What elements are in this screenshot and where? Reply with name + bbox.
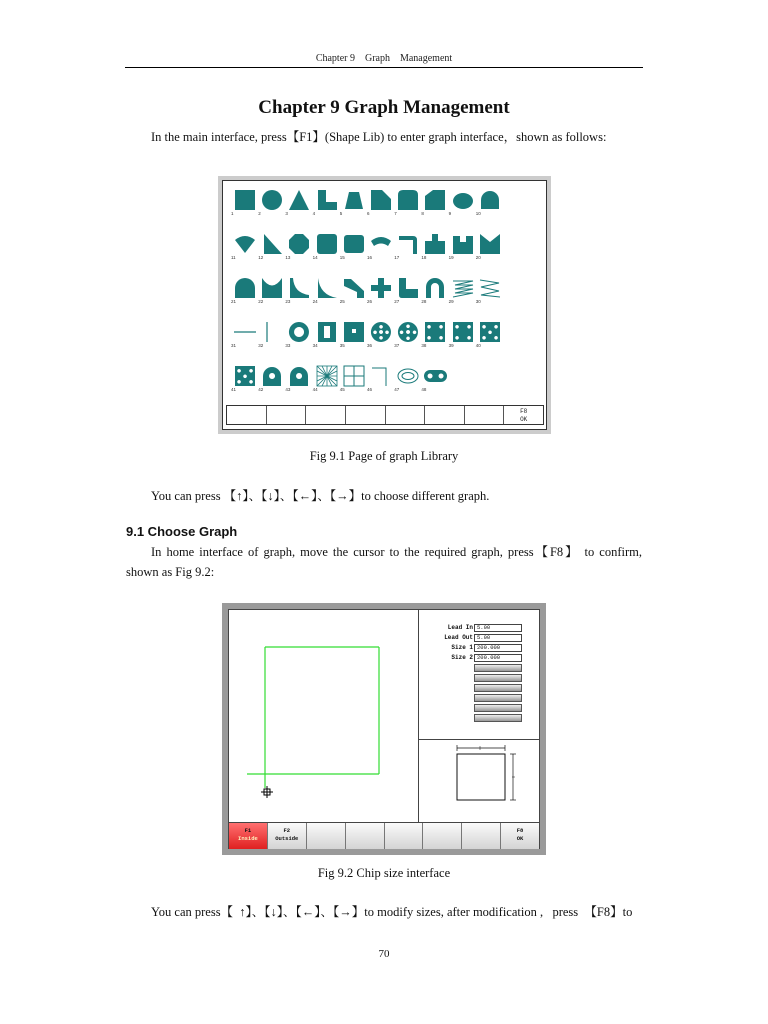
fig1-softkey-3[interactable] bbox=[306, 406, 346, 424]
fig1-softkey-8[interactable]: F8 OK bbox=[520, 408, 528, 423]
fig2-softkey-8[interactable] bbox=[501, 823, 539, 849]
shape-number: 30 bbox=[475, 299, 481, 304]
modify-instruction: You can press【 ↑】、【↓】、【←】、【→】to modify sizes, after modification , press 【F8】to bbox=[151, 905, 633, 919]
shape-square-5holes-2-icon[interactable] bbox=[231, 365, 259, 401]
shape-l-shape-icon[interactable] bbox=[313, 189, 341, 225]
param-value-field[interactable]: 200.000 bbox=[474, 644, 522, 652]
param-empty-field[interactable] bbox=[474, 704, 522, 712]
shape-number: 38 bbox=[421, 343, 427, 348]
shape-number: 10 bbox=[475, 211, 481, 216]
shape-chamfered-rect-icon[interactable] bbox=[367, 189, 395, 225]
shape-preview-pane bbox=[419, 740, 539, 822]
fig1-softkey-6[interactable] bbox=[425, 406, 465, 424]
shape-number: 45 bbox=[339, 387, 345, 392]
section-heading: 9.1 Choose Graph bbox=[126, 524, 238, 539]
shape-square-4holes-2-icon[interactable] bbox=[449, 321, 477, 357]
shape-number: 36 bbox=[367, 343, 373, 348]
chip-size-screen bbox=[228, 609, 540, 849]
shape-octagon-icon[interactable] bbox=[285, 233, 313, 269]
shape-rounded-rect-icon[interactable] bbox=[340, 233, 368, 269]
softkey-key: F1 bbox=[244, 827, 252, 834]
shape-double-ring-icon[interactable] bbox=[421, 365, 449, 401]
shape-square-5holes-icon[interactable] bbox=[476, 321, 504, 357]
shape-number: 17 bbox=[394, 255, 400, 260]
shape-round-tab-icon[interactable] bbox=[476, 189, 504, 225]
shape-rounded-top-rect-icon[interactable] bbox=[394, 189, 422, 225]
intro-paragraph: In the main interface, press【F1】(Shape Lib) to enter graph interface，shown as follows: bbox=[151, 130, 607, 144]
shape-angle-bend-icon[interactable] bbox=[340, 277, 368, 313]
shape-pentagon-house-icon[interactable] bbox=[421, 189, 449, 225]
shape-number: 3 bbox=[285, 211, 288, 216]
shape-number: 4 bbox=[312, 211, 316, 216]
shape-number: 42 bbox=[258, 387, 264, 392]
shape-rounded-square-icon[interactable] bbox=[313, 233, 341, 269]
param-label: Size 1 bbox=[451, 644, 473, 651]
fig2-softkey-6[interactable] bbox=[423, 823, 462, 849]
shape-library-panel bbox=[222, 180, 547, 430]
fig2-softkey-2[interactable] bbox=[268, 823, 307, 849]
shape-number: 32 bbox=[258, 343, 264, 348]
dimension-preview-icon bbox=[419, 740, 539, 822]
shape-number: 18 bbox=[421, 255, 427, 260]
shape-curved-triangle-icon[interactable] bbox=[285, 277, 313, 313]
chapter-title: Chapter 9 Graph Management bbox=[258, 97, 510, 118]
shape-number: 41 bbox=[231, 387, 237, 392]
shape-number: 29 bbox=[448, 299, 454, 304]
shape-arch-hole-2-icon[interactable] bbox=[285, 365, 313, 401]
shape-number: 8 bbox=[421, 211, 424, 216]
softkey-label: OK bbox=[516, 835, 524, 842]
cursor-cross-icon bbox=[261, 786, 273, 798]
shape-number: 11 bbox=[231, 255, 236, 260]
param-empty-field[interactable] bbox=[474, 664, 522, 672]
shape-arch-icon[interactable] bbox=[231, 277, 259, 313]
shape-number: 27 bbox=[394, 299, 400, 304]
parameter-pane bbox=[419, 610, 539, 740]
shape-number: 19 bbox=[448, 255, 454, 260]
shape-ellipse-icon[interactable] bbox=[449, 189, 477, 225]
shape-number: 48 bbox=[421, 387, 427, 392]
shape-number: 13 bbox=[285, 255, 291, 260]
page-number: 70 bbox=[378, 948, 390, 960]
shape-vertical-line-icon[interactable] bbox=[258, 321, 286, 357]
fig1-softkey-2[interactable] bbox=[267, 406, 307, 424]
param-value-field[interactable]: 5.00 bbox=[474, 634, 522, 642]
shape-corner-line-icon[interactable] bbox=[367, 365, 395, 401]
fig1-softkey-5[interactable] bbox=[386, 406, 426, 424]
shape-step-top-icon[interactable] bbox=[421, 233, 449, 269]
shape-number: 9 bbox=[448, 211, 452, 216]
chip-size-figure bbox=[222, 603, 546, 855]
fig2-softkey-bar bbox=[229, 822, 539, 849]
shape-oval-ring-icon[interactable] bbox=[394, 365, 422, 401]
shape-cross-icon[interactable] bbox=[367, 277, 395, 313]
shape-number: 26 bbox=[367, 299, 373, 304]
shape-number: 12 bbox=[258, 255, 264, 260]
shape-triangle-icon[interactable] bbox=[285, 189, 313, 225]
fig1-softkey-1[interactable] bbox=[227, 406, 267, 424]
navigation-instruction: You can press 【↑】、【↓】、【←】、【→】to choose different graph. bbox=[151, 489, 490, 503]
shape-number: 20 bbox=[475, 255, 481, 260]
shape-square-hole-icon[interactable] bbox=[340, 321, 368, 357]
shape-number: 39 bbox=[448, 343, 454, 348]
shape-number: 23 bbox=[285, 299, 291, 304]
cut-path bbox=[247, 647, 379, 788]
shape-u-arch-icon[interactable] bbox=[421, 277, 449, 313]
shape-arch-hole-icon[interactable] bbox=[258, 365, 286, 401]
shape-number: 1 bbox=[231, 211, 234, 216]
shape-right-triangle-icon[interactable] bbox=[258, 233, 286, 269]
shape-zigzag-lines-icon[interactable] bbox=[449, 277, 477, 313]
shape-number: 28 bbox=[421, 299, 427, 304]
shape-v-notch-icon[interactable] bbox=[476, 233, 504, 269]
fig1-softkey-4[interactable] bbox=[346, 406, 386, 424]
shape-curved-wedge-icon[interactable] bbox=[313, 277, 341, 313]
shape-hook-icon[interactable] bbox=[394, 233, 422, 269]
header-rule bbox=[125, 67, 643, 68]
param-label: Size 2 bbox=[451, 654, 473, 661]
softkey-label: Inside bbox=[238, 835, 258, 842]
shape-trapezoid-icon[interactable] bbox=[340, 189, 368, 225]
shape-number: 2 bbox=[258, 211, 261, 216]
shape-number: 35 bbox=[339, 343, 345, 348]
shape-square-icon[interactable] bbox=[231, 189, 259, 225]
fig2-softkey-4[interactable] bbox=[346, 823, 385, 849]
shape-concave-top-icon[interactable] bbox=[258, 277, 286, 313]
fig2-softkey-1[interactable] bbox=[229, 823, 268, 849]
fig2-caption: Fig 9.2 Chip size interface bbox=[317, 866, 451, 880]
graph-library-figure bbox=[218, 176, 551, 434]
cut-path-drawing bbox=[229, 610, 417, 820]
softkey-label: Outside bbox=[275, 835, 299, 842]
choose-graph-paragraph: In home interface of graph, move the cursor to the required graph, press【F8】 to confirm, shown as Fig 9.2: bbox=[126, 545, 642, 579]
shape-hatched-square-icon[interactable] bbox=[313, 365, 341, 401]
shape-circle-holes-2-icon[interactable] bbox=[394, 321, 422, 357]
shape-number: 6 bbox=[367, 211, 370, 216]
softkey-key: F2 bbox=[283, 827, 291, 834]
shape-number: 31 bbox=[231, 343, 237, 348]
param-empty-field[interactable] bbox=[474, 674, 522, 682]
drawing-pane bbox=[229, 610, 419, 822]
shape-wave-lines-icon[interactable] bbox=[476, 277, 504, 313]
param-empty-field[interactable] bbox=[474, 694, 522, 702]
shape-number: 16 bbox=[367, 255, 373, 260]
fig1-caption: Fig 9.1 Page of graph Library bbox=[309, 449, 459, 463]
param-empty-field[interactable] bbox=[474, 684, 522, 692]
param-value-field[interactable]: 200.000 bbox=[474, 654, 522, 662]
shape-fan-icon[interactable] bbox=[231, 233, 259, 269]
shape-number: 34 bbox=[312, 343, 318, 348]
shape-number: 37 bbox=[394, 343, 400, 348]
shape-number: 33 bbox=[285, 343, 291, 348]
shape-number: 24 bbox=[312, 299, 318, 304]
shape-number: 14 bbox=[312, 255, 318, 260]
shape-l-rounded-icon[interactable] bbox=[394, 277, 422, 313]
shape-ring-icon[interactable] bbox=[285, 321, 313, 357]
shape-number: 15 bbox=[339, 255, 345, 260]
shape-number: 47 bbox=[394, 387, 400, 392]
shape-circle-holes-icon[interactable] bbox=[367, 321, 395, 357]
fig1-softkey-bar bbox=[226, 405, 544, 425]
shape-number: 40 bbox=[475, 343, 481, 348]
param-label: Lead In bbox=[447, 624, 473, 631]
fig2-softkey-5[interactable] bbox=[385, 823, 424, 849]
shape-horizontal-line-icon[interactable] bbox=[231, 321, 259, 357]
shape-square-4holes-icon[interactable] bbox=[421, 321, 449, 357]
shape-number: 5 bbox=[339, 211, 343, 216]
shape-number: 46 bbox=[367, 387, 373, 392]
shape-number: 22 bbox=[258, 299, 264, 304]
shape-arc-band-icon[interactable] bbox=[367, 233, 395, 269]
fig2-softkey-7[interactable] bbox=[462, 823, 501, 849]
fig2-softkey-3[interactable] bbox=[307, 823, 346, 849]
shape-number: 25 bbox=[339, 299, 345, 304]
shape-circle-icon[interactable] bbox=[258, 189, 286, 225]
shape-number: 7 bbox=[394, 211, 397, 216]
shape-notched-top-icon[interactable] bbox=[449, 233, 477, 269]
shape-number: 43 bbox=[285, 387, 291, 392]
running-header: Chapter 9 Graph Management bbox=[315, 53, 453, 64]
param-empty-field[interactable] bbox=[474, 714, 522, 722]
fig1-softkey-7[interactable] bbox=[465, 406, 505, 424]
shape-number: 44 bbox=[312, 387, 318, 392]
param-label: Lead Out bbox=[444, 634, 473, 641]
shape-frame-hole-icon[interactable] bbox=[313, 321, 341, 357]
softkey-key: F8 bbox=[516, 827, 524, 834]
param-value-field[interactable]: 5.00 bbox=[474, 624, 522, 632]
shape-number: 21 bbox=[231, 299, 237, 304]
shape-grid-square-icon[interactable] bbox=[340, 365, 368, 401]
